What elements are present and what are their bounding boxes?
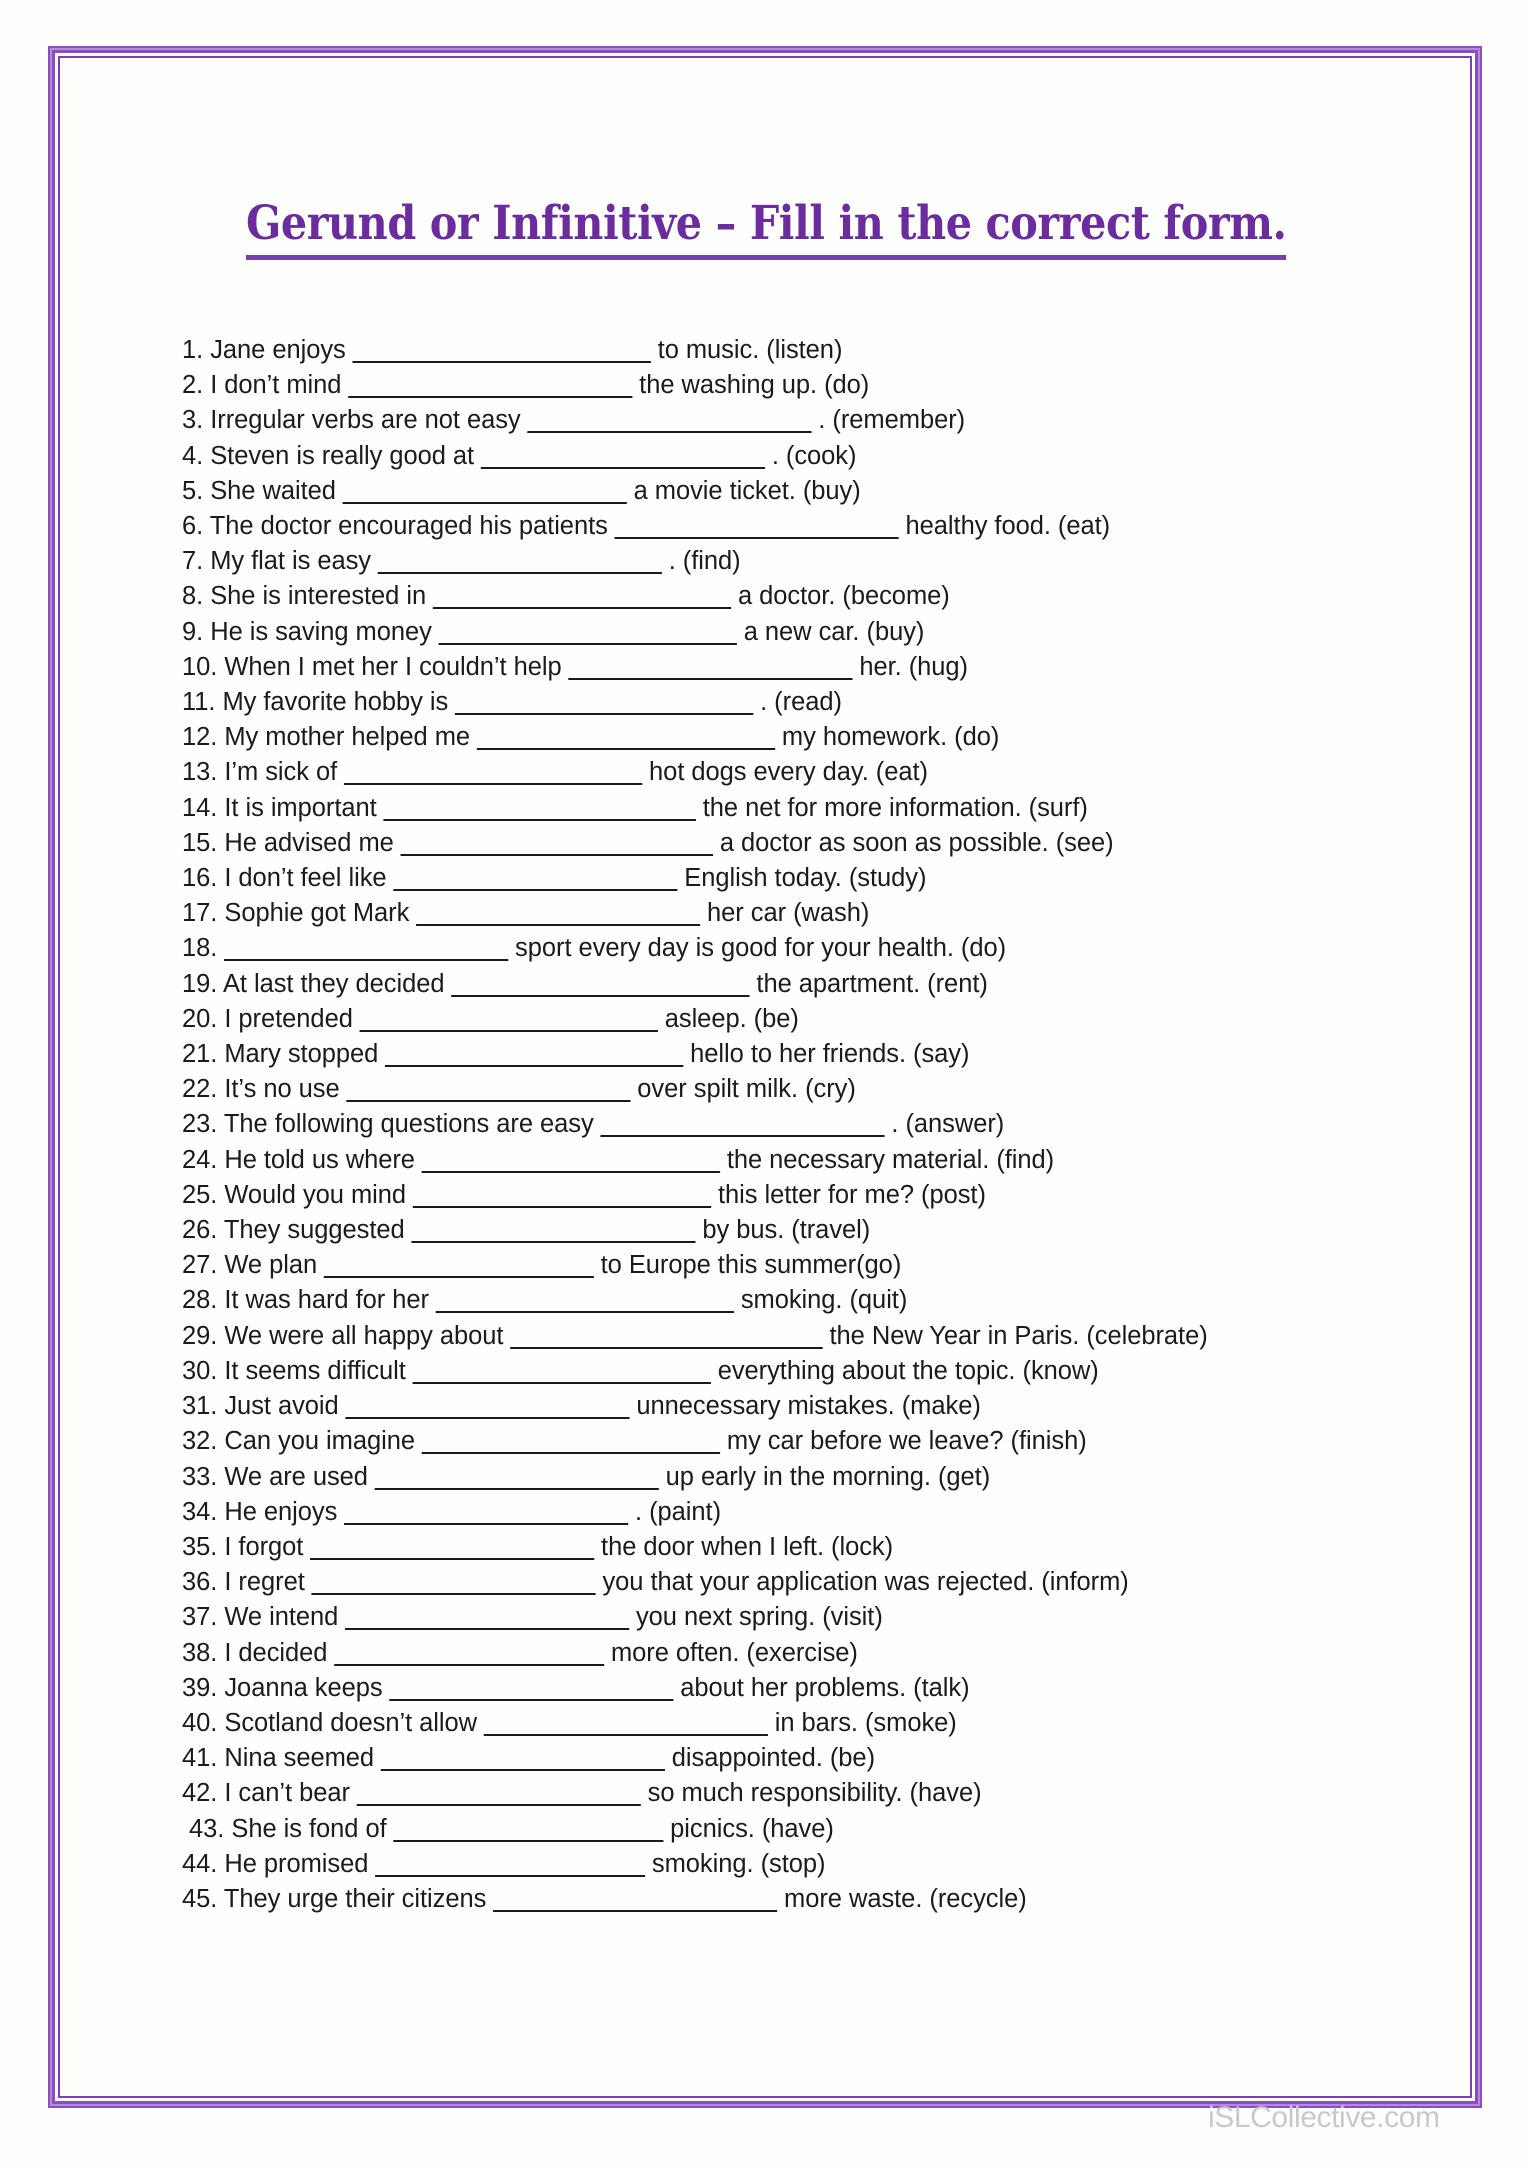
exercise-text-after-blank: to music. (listen) xyxy=(650,336,843,364)
answer-blank[interactable]: ______________________ xyxy=(400,828,713,857)
exercise-text-after-blank: . (find) xyxy=(661,547,741,576)
exercise-text-after-blank: a doctor as soon as possible. (see) xyxy=(712,828,1114,857)
exercise-number: 32. xyxy=(182,1427,218,1456)
answer-blank[interactable]: _____________________ xyxy=(422,1427,720,1456)
exercise-number: 21. xyxy=(182,1040,218,1069)
exercise-text-after-blank: smoking. (stop) xyxy=(644,1849,826,1878)
answer-blank[interactable]: ____________________ xyxy=(342,476,627,505)
exercise-text-after-blank: sport every day is good for your health. (do) xyxy=(508,934,1007,963)
page-title: Gerund or Infinitive – Fill in the correct form. xyxy=(246,199,1287,259)
exercise-item xyxy=(182,650,1382,685)
answer-blank[interactable]: _____________________ xyxy=(451,969,750,998)
exercise-text-before-blank: My mother helped me xyxy=(224,723,478,752)
answer-blank[interactable]: ____________________ xyxy=(393,864,678,893)
exercise-item xyxy=(182,439,1382,474)
answer-blank[interactable]: ____________________ xyxy=(416,899,700,928)
exercise-number: 26. xyxy=(182,1216,218,1245)
exercise-item xyxy=(182,579,1382,614)
exercise-text-after-blank: a movie ticket. (buy) xyxy=(626,476,861,505)
exercise-number: 6. xyxy=(182,512,204,541)
exercise-number: 13. xyxy=(182,758,218,787)
exercise-text-before-blank: It is important xyxy=(224,793,384,822)
exercise-item xyxy=(182,931,1382,966)
exercise-item xyxy=(182,1002,1382,1037)
answer-blank[interactable]: ____________________ xyxy=(346,1075,631,1104)
exercise-text-after-blank: hello to her friends. (say) xyxy=(683,1040,970,1069)
answer-blank[interactable]: ____________________ xyxy=(493,1884,777,1913)
exercise-item xyxy=(182,861,1382,896)
exercise-text-after-blank: the net for more information. (surf) xyxy=(695,793,1088,822)
exercise-item xyxy=(182,1741,1382,1776)
answer-blank[interactable]: ___________________ xyxy=(375,1849,645,1878)
exercise-item xyxy=(182,333,1382,368)
exercise-number: 19. xyxy=(182,969,218,998)
exercise-text-before-blank: The doctor encouraged his patients xyxy=(209,512,615,541)
exercise-text-before-blank: I don’t mind xyxy=(210,371,349,400)
exercise-number: 9. xyxy=(182,617,204,646)
exercise-text-after-blank: disappointed. (be) xyxy=(664,1744,876,1773)
exercise-text-before-blank: I can’t bear xyxy=(224,1779,357,1808)
exercise-text-before-blank: Mary stopped xyxy=(224,1040,386,1069)
exercise-text-before-blank: When I met her I couldn’t help xyxy=(224,652,569,681)
exercise-text-before-blank: It seems difficult xyxy=(224,1356,413,1385)
exercise-number: 14. xyxy=(182,793,218,822)
exercise-item xyxy=(182,1248,1382,1283)
answer-blank[interactable]: _____________________ xyxy=(421,1145,720,1174)
exercise-number: 8. xyxy=(182,582,204,611)
exercise-item xyxy=(182,1776,1382,1811)
page-title-container xyxy=(0,168,1532,291)
exercise-number: 45. xyxy=(182,1884,218,1913)
exercise-list xyxy=(182,333,1382,1917)
exercise-text-after-blank: by bus. (travel) xyxy=(695,1216,871,1245)
exercise-item xyxy=(182,1460,1382,1495)
exercise-number: 27. xyxy=(182,1251,218,1280)
exercise-text-after-blank: healthy food. (eat) xyxy=(898,512,1111,541)
exercise-text-before-blank: I’m sick of xyxy=(224,758,345,787)
answer-blank[interactable]: ____________________ xyxy=(345,1603,629,1632)
exercise-text-after-blank: more often. (exercise) xyxy=(603,1638,858,1667)
exercise-text-before-blank: It was hard for her xyxy=(224,1286,436,1315)
exercise-number: 3. xyxy=(182,406,204,435)
exercise-text-after-blank: about her problems. (talk) xyxy=(673,1673,970,1702)
exercise-text-after-blank: the necessary material. (find) xyxy=(719,1145,1055,1174)
exercise-item xyxy=(182,1107,1382,1142)
exercise-text-before-blank: She is interested in xyxy=(210,582,434,611)
answer-blank[interactable]: ____________________ xyxy=(614,512,899,541)
exercise-text-before-blank: We were all happy about xyxy=(224,1321,511,1350)
exercise-text-before-blank: My favorite hobby is xyxy=(222,688,456,717)
answer-blank[interactable]: ____________________ xyxy=(311,1568,596,1597)
exercise-text-after-blank: over spilt milk. (cry) xyxy=(630,1075,856,1104)
exercise-item xyxy=(182,474,1382,509)
answer-blank[interactable]: ______________________ xyxy=(383,793,696,822)
exercise-text-before-blank: I regret xyxy=(224,1568,312,1597)
exercise-item xyxy=(182,544,1382,579)
exercise-text-before-blank: Joanna keeps xyxy=(224,1673,390,1702)
answer-blank[interactable]: ____________________ xyxy=(348,371,633,400)
exercise-text-after-blank: smoking. (quit) xyxy=(733,1286,908,1315)
exercise-number: 23. xyxy=(182,1110,218,1139)
exercise-text-before-blank: Scotland doesn’t allow xyxy=(224,1708,485,1737)
answer-blank[interactable]: ____________________ xyxy=(310,1532,595,1561)
exercise-number: 25. xyxy=(182,1180,218,1209)
exercise-number: 30. xyxy=(182,1356,218,1385)
exercise-number: 4. xyxy=(182,441,204,470)
exercise-text-before-blank: He enjoys xyxy=(224,1497,345,1526)
exercise-number: 40. xyxy=(182,1708,218,1737)
exercise-text-after-blank: to Europe this summer(go) xyxy=(593,1251,902,1280)
exercise-text-before-blank: Would you mind xyxy=(224,1180,414,1209)
exercise-text-after-blank: her. (hug) xyxy=(852,652,968,681)
exercise-text-before-blank: Irregular verbs are not easy xyxy=(210,406,528,435)
exercise-number: 29. xyxy=(182,1321,218,1350)
exercise-number: 42. xyxy=(182,1779,218,1808)
exercise-item xyxy=(182,1847,1382,1882)
exercise-item xyxy=(182,1812,1382,1847)
exercise-text-after-blank: so much responsibility. (have) xyxy=(640,1779,982,1808)
exercise-item xyxy=(182,720,1382,755)
exercise-number: 43. xyxy=(182,1814,225,1843)
answer-blank[interactable]: _____________________ xyxy=(385,1040,684,1069)
exercise-number: 20. xyxy=(182,1004,218,1033)
exercise-item xyxy=(182,1565,1382,1600)
exercise-text-after-blank: more waste. (recycle) xyxy=(776,1884,1027,1913)
answer-blank[interactable]: ____________________ xyxy=(356,1779,641,1808)
exercise-text-after-blank: up early in the morning. (get) xyxy=(658,1462,991,1491)
exercise-text-before-blank: We intend xyxy=(224,1603,346,1632)
exercise-text-after-blank: in bars. (smoke) xyxy=(767,1708,957,1737)
answer-blank[interactable]: ____________________ xyxy=(344,1497,628,1526)
exercise-text-after-blank: hot dogs every day. (eat) xyxy=(642,758,928,787)
exercise-number: 24. xyxy=(182,1145,218,1174)
answer-blank[interactable]: ______________________ xyxy=(510,1321,823,1350)
exercise-text-before-blank: They suggested xyxy=(223,1216,412,1245)
exercise-text-before-blank: I pretended xyxy=(224,1004,360,1033)
answer-blank[interactable]: ____________________ xyxy=(600,1110,885,1139)
exercise-text-before-blank: He promised xyxy=(224,1849,376,1878)
exercise-number: 31. xyxy=(182,1392,218,1421)
exercise-text-before-blank: She is fond of xyxy=(231,1814,394,1843)
exercise-number: 41. xyxy=(182,1744,218,1773)
exercise-item xyxy=(182,1495,1382,1530)
exercise-item xyxy=(182,967,1382,1002)
exercise-number: 17. xyxy=(182,899,218,928)
exercise-item xyxy=(182,1213,1382,1248)
exercise-item xyxy=(182,368,1382,403)
exercise-item xyxy=(182,1283,1382,1318)
answer-blank[interactable]: ____________________ xyxy=(374,1462,659,1491)
exercise-text-after-blank: . (read) xyxy=(753,688,842,717)
answer-blank[interactable]: ____________________ xyxy=(389,1673,674,1702)
exercise-text-before-blank: At last they decided xyxy=(222,969,452,998)
exercise-text-before-blank: Nina seemed xyxy=(224,1744,382,1773)
exercise-item xyxy=(182,1530,1382,1565)
exercise-text-after-blank: . (cook) xyxy=(764,441,857,470)
exercise-item xyxy=(182,791,1382,826)
exercise-text-before-blank: Sophie got Mark xyxy=(224,899,417,928)
answer-blank[interactable]: _____________________ xyxy=(344,758,643,787)
exercise-number: 34. xyxy=(182,1497,218,1526)
answer-blank[interactable]: _____________________ xyxy=(455,688,754,717)
exercise-text-before-blank: We are used xyxy=(224,1462,375,1491)
exercise-text-before-blank: I decided xyxy=(224,1638,335,1667)
exercise-number: 33. xyxy=(182,1462,218,1491)
exercise-text-after-blank: everything about the topic. (know) xyxy=(710,1356,1099,1385)
exercise-item xyxy=(182,1319,1382,1354)
islcollective-watermark: iSLCollective.com xyxy=(1208,2101,1440,2134)
exercise-text-before-blank: He advised me xyxy=(224,828,401,857)
answer-blank[interactable]: _____________________ xyxy=(438,617,737,646)
exercise-number: 15. xyxy=(182,828,218,857)
exercise-item xyxy=(182,509,1382,544)
exercise-text-before-blank: I don’t feel like xyxy=(224,864,394,893)
exercise-text-after-blank: a doctor. (become) xyxy=(730,582,950,611)
exercise-text-after-blank: a new car. (buy) xyxy=(736,617,925,646)
exercise-text-after-blank: you that your application was rejected. (inform) xyxy=(595,1568,1129,1597)
answer-blank[interactable]: ____________________ xyxy=(381,1744,665,1773)
exercise-number: 16. xyxy=(182,864,218,893)
answer-blank[interactable]: _____________________ xyxy=(359,1004,658,1033)
exercise-text-after-blank: picnics. (have) xyxy=(663,1814,834,1843)
exercise-number: 12. xyxy=(182,723,218,752)
answer-blank[interactable]: _____________________ xyxy=(413,1180,711,1209)
exercise-text-before-blank: My flat is easy xyxy=(210,547,379,576)
answer-blank[interactable]: ___________________ xyxy=(393,1814,664,1843)
exercise-text-before-blank: Can you imagine xyxy=(224,1427,423,1456)
exercise-text-before-blank: The following questions are easy xyxy=(223,1110,601,1139)
exercise-number: 39. xyxy=(182,1673,218,1702)
exercise-text-after-blank: my homework. (do) xyxy=(774,723,1000,752)
exercise-text-before-blank: Just avoid xyxy=(224,1392,346,1421)
exercise-text-after-blank: English today. (study) xyxy=(677,864,927,893)
exercise-number: 35. xyxy=(182,1532,218,1561)
exercise-text-before-blank: We plan xyxy=(224,1251,325,1280)
answer-blank[interactable]: ___________________ xyxy=(324,1251,594,1280)
exercise-text-after-blank: the New Year in Paris. (celebrate) xyxy=(822,1321,1208,1350)
exercise-number: 18. xyxy=(182,934,218,963)
exercise-item xyxy=(182,896,1382,931)
exercise-text-before-blank: They urge their citizens xyxy=(223,1884,494,1913)
exercise-item xyxy=(182,1882,1382,1917)
answer-blank[interactable]: _____________________ xyxy=(412,1356,711,1385)
answer-blank[interactable]: ____________________ xyxy=(481,441,765,470)
exercise-item xyxy=(182,1706,1382,1741)
exercise-number: 10. xyxy=(182,652,218,681)
exercise-number: 36. xyxy=(182,1568,218,1597)
answer-blank[interactable]: _____________________ xyxy=(435,1286,734,1315)
exercise-text-before-blank: She waited xyxy=(210,476,343,505)
exercise-text-before-blank: I forgot xyxy=(224,1532,311,1561)
exercise-number: 1. xyxy=(182,336,204,364)
exercise-number: 28. xyxy=(182,1286,218,1315)
exercise-text-after-blank: the washing up. (do) xyxy=(632,371,870,400)
exercise-item xyxy=(182,1037,1382,1072)
exercise-item xyxy=(182,1072,1382,1107)
exercise-text-before-blank: He told us where xyxy=(224,1145,422,1174)
exercise-text-before-blank: It’s no use xyxy=(224,1075,347,1104)
exercise-text-after-blank: . (answer) xyxy=(884,1110,1005,1139)
exercise-number: 7. xyxy=(182,547,204,576)
exercise-item xyxy=(182,1636,1382,1671)
answer-blank[interactable]: ____________________ xyxy=(224,934,508,963)
exercise-item xyxy=(182,1178,1382,1213)
exercise-item xyxy=(182,685,1382,720)
answer-blank[interactable]: ____________________ xyxy=(411,1216,696,1245)
exercise-number: 11. xyxy=(182,688,216,717)
exercise-text-before-blank: Steven is really good at xyxy=(210,441,482,470)
exercise-text-after-blank: unnecessary mistakes. (make) xyxy=(629,1392,981,1421)
exercise-number: 38. xyxy=(182,1638,218,1667)
exercise-text-after-blank: you next spring. (visit) xyxy=(628,1603,883,1632)
exercise-text-before-blank: Jane enjoys xyxy=(210,336,353,364)
exercise-text-after-blank: my car before we leave? (finish) xyxy=(719,1427,1087,1456)
answer-blank[interactable]: ____________________ xyxy=(568,652,853,681)
answer-blank[interactable]: ____________________ xyxy=(484,1708,768,1737)
exercise-text-after-blank: asleep. (be) xyxy=(657,1004,799,1033)
answer-blank[interactable]: ____________________ xyxy=(378,547,662,576)
exercise-item xyxy=(182,403,1382,438)
exercise-text-after-blank: . (remember) xyxy=(811,406,966,435)
exercise-item xyxy=(182,1354,1382,1389)
exercise-number: 44. xyxy=(182,1849,218,1878)
exercise-text-before-blank: He is saving money xyxy=(210,617,439,646)
exercise-text-after-blank: this letter for me? (post) xyxy=(710,1180,986,1209)
exercise-item xyxy=(182,826,1382,861)
exercise-item xyxy=(182,615,1382,650)
exercise-item xyxy=(182,1389,1382,1424)
exercise-item xyxy=(182,755,1382,790)
exercise-text-after-blank: the apartment. (rent) xyxy=(749,969,988,998)
exercise-number: 5. xyxy=(182,476,204,505)
exercise-text-after-blank: her car (wash) xyxy=(699,899,870,928)
answer-blank[interactable]: _____________________ xyxy=(433,582,731,611)
exercise-number: 37. xyxy=(182,1603,218,1632)
exercise-item xyxy=(182,1671,1382,1706)
exercise-item xyxy=(182,1600,1382,1635)
answer-blank[interactable]: _____________________ xyxy=(477,723,775,752)
exercise-item xyxy=(182,1424,1382,1459)
exercise-text-after-blank: . (paint) xyxy=(627,1497,722,1526)
answer-blank[interactable]: _____________________ xyxy=(352,336,651,364)
answer-blank[interactable]: ___________________ xyxy=(334,1638,604,1667)
exercise-number: 2. xyxy=(182,371,204,400)
answer-blank[interactable]: ____________________ xyxy=(345,1392,630,1421)
exercise-text-after-blank: the door when I left. (lock) xyxy=(594,1532,894,1561)
answer-blank[interactable]: ____________________ xyxy=(527,406,812,435)
exercise-item xyxy=(182,1143,1382,1178)
exercise-number: 22. xyxy=(182,1075,218,1104)
